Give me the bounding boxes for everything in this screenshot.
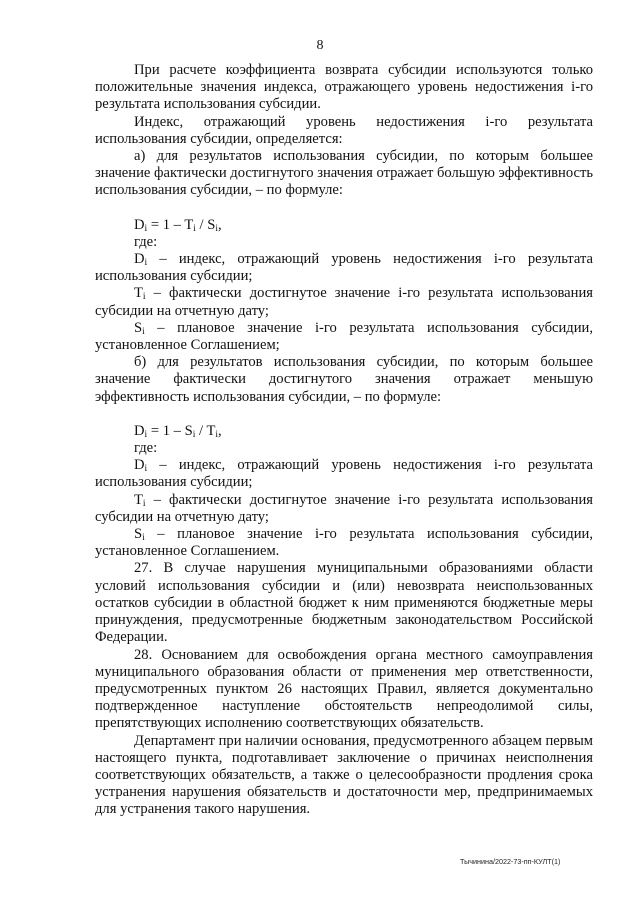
paragraph: Департамент при наличии основания, предусмотренного абзацем первым настоящего пункта, подготавливает заключение о причинах неисполнения соответствующих обязательств, а также о целесообразности продления срока устранения нарушения обязательств и достаточности мер, предпринимаемых для устранения такого нарушения. [95,732,593,818]
where-label: где: [134,233,158,250]
where-label: где: [134,440,158,457]
footer-reference: Тычинина/2022-73-пп-КУЛТ(1) [460,857,561,866]
paragraph: а) для результатов использования субсидии, по которым большее значение фактически достигнутого значения отражает большую эффективность использования субсидии, – по формуле: [95,148,593,199]
definition-t: $T_i$ – фактически достигнутое значение i-го результата использования субсидии на отчетную дату; [95,491,593,525]
definition-s: $S_i$ – плановое значение i-го результата использования субсидии, установленное Соглашением; [95,319,593,354]
definition-d: $D_i$ – индекс, отражающий уровень недостижения i-го результата использования субсидии; [95,251,593,285]
paragraph: При расчете коэффициента возврата субсидии используются только положительные значения индекса, отражающего уровень недостижения i-го результата использования субсидии. [95,62,593,113]
paragraph-28: 28. Основанием для освобождения органа местного самоуправления муниципального образования области от применения мер ответственности, предусмотренных пунктом 26 настоящих Правил, является документально подтвержденное наступление обстоятельств непреодолимой силы, препятствующих исполнению соответствующих обязательств. [95,646,593,732]
paragraph: б) для результатов использования субсидии, по которым большее значение фактически достигнутого значения отражает меньшую эффективность использования субсидии, – по формуле: [95,354,593,405]
document-body [95,62,593,819]
page-number: 8 [316,38,324,53]
definition-t: $T_i$ – фактически достигнутое значение i-го результата использования субсидии на отчетную дату; [95,285,593,319]
definition-d: $D_i$ – индекс, отражающий уровень недостижения i-го результата использования субсидии; [95,457,593,491]
paragraph: Индекс, отражающий уровень недостижения i-го результата использования субсидии, определяется: [95,113,593,147]
paragraph-27: 27. В случае нарушения муниципальными образованиями области условий использования субсидии и (или) невозврата неиспользованных остатков субсидии в областной бюджет к ним применяются бюджетные меры принуждения, предусмотренные бюджетным законодательством Российской Федерации. [95,560,593,646]
definition-s: $S_i$ – плановое значение i-го результата использования субсидии, установленное Соглашением. [95,526,593,560]
formula-a: $D_i = 1 - T_i / S_i$, [134,216,222,234]
formula-b: $D_i = 1 - S_i / T_i$, [134,422,222,440]
